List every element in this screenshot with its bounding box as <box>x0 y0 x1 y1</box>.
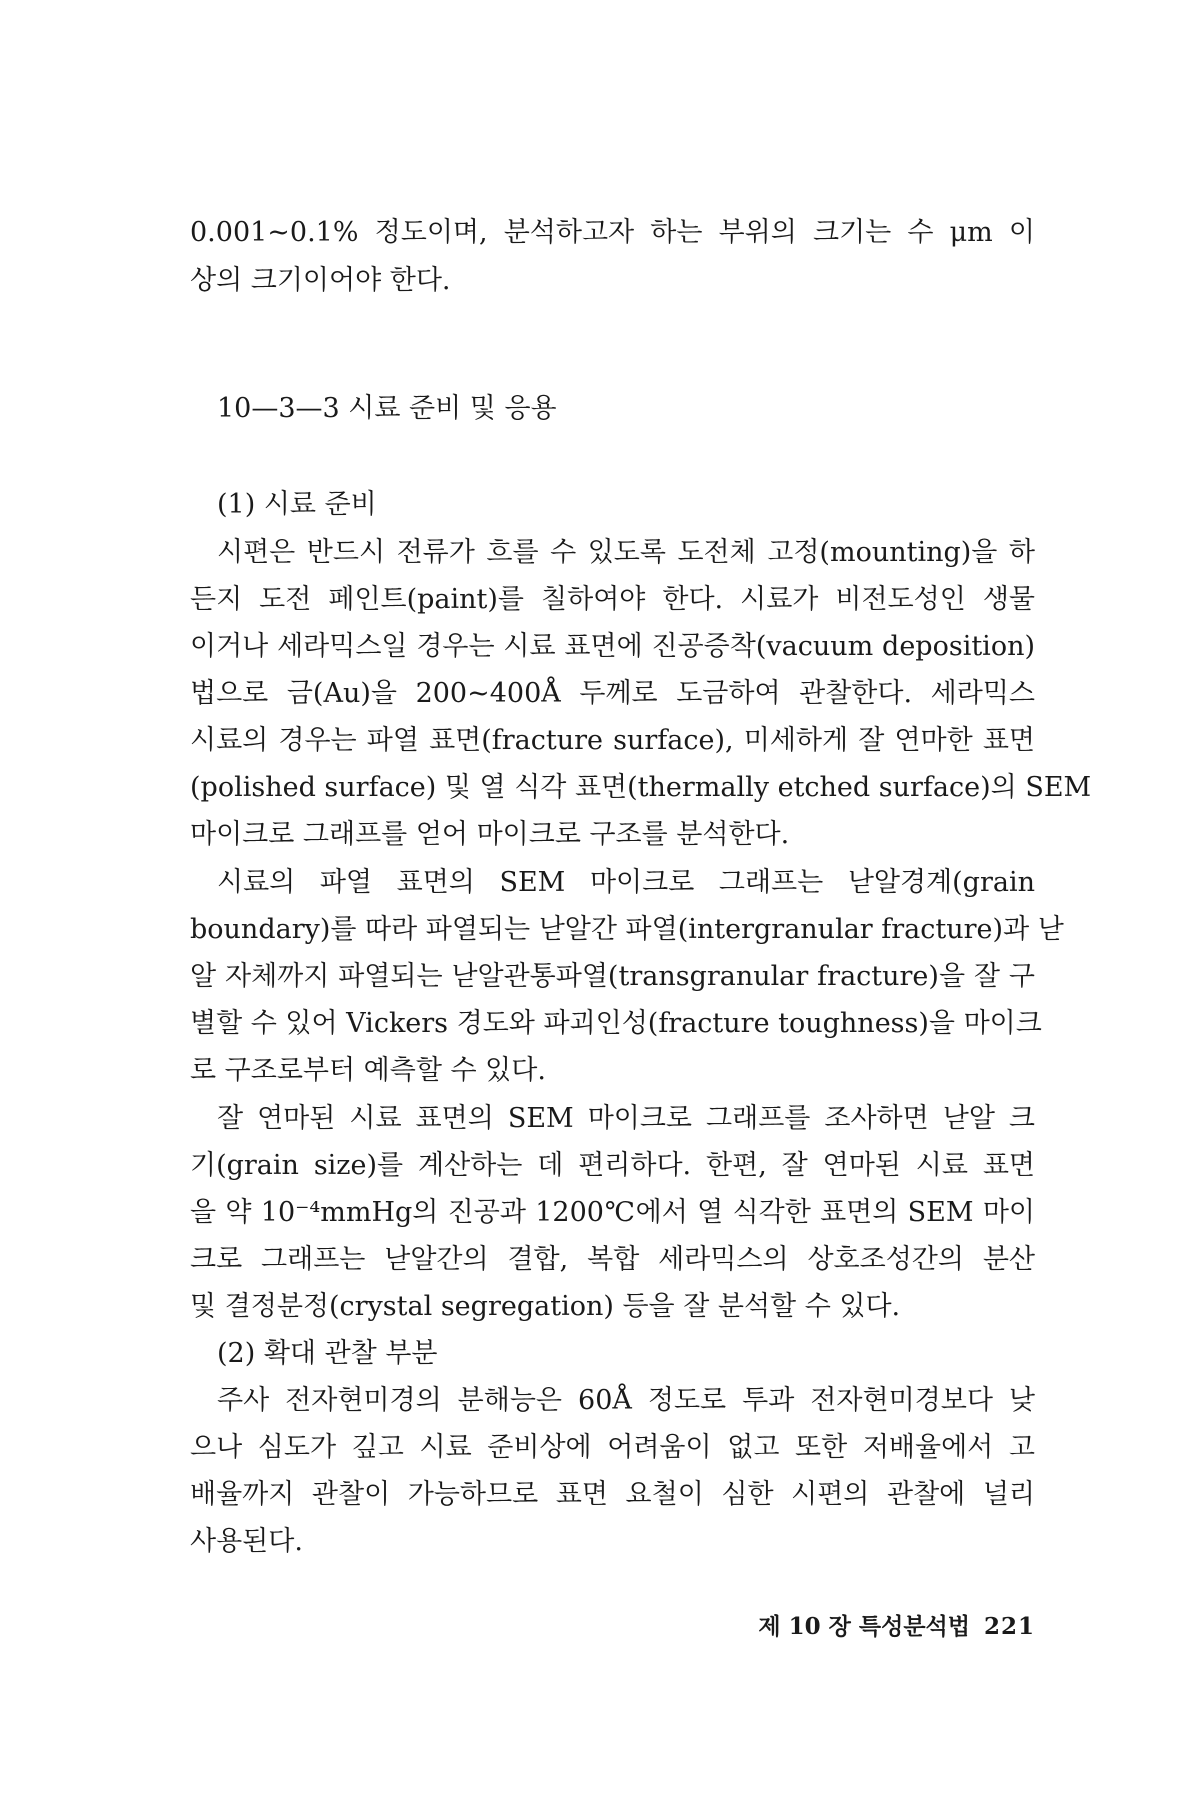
subsection-heading-2: (2) 확대 관찰 부분 <box>217 1338 438 1369</box>
para3-line-5: 및 결정분정(crystal segregation) 등을 잘 분석할 수 있다. <box>190 1291 901 1322</box>
para2-line-1: 시료의 파열 표면의 SEM 마이크로 그래프는 낟알경계(grain <box>217 867 1035 898</box>
para3-line-1: 잘 연마된 시료 표면의 SEM 마이크로 그래프를 조사하면 낟알 크 <box>217 1103 1035 1134</box>
para2-line-5: 로 구조로부터 예측할 수 있다. <box>190 1055 546 1086</box>
para4-line-1: 주사 전자현미경의 분해능은 60Å 정도로 투과 전자현미경보다 낮 <box>217 1385 1035 1416</box>
para2-line-3: 알 자체까지 파열되는 낟알관통파열(transgranular fracture)을 잘 구 <box>190 961 1035 992</box>
para2-line-2: boundary)를 따라 파열되는 낟알간 파열(intergranular fracture)과 낟 <box>190 914 1064 945</box>
para2-line-4: 별할 수 있어 Vickers 경도와 파괴인성(fracture toughness)을 마이크 <box>190 1008 1042 1039</box>
subsection-heading-1: (1) 시료 준비 <box>217 489 377 520</box>
para4-line-4: 사용된다. <box>190 1526 303 1557</box>
para4-line-2: 으나 심도가 깊고 시료 준비상에 어려움이 없고 또한 저배율에서 고 <box>190 1432 1035 1463</box>
para1-line-1: 시편은 반드시 전류가 흐를 수 있도록 도전체 고정(mounting)을 하 <box>217 537 1035 568</box>
para4-line-3: 배율까지 관찰이 가능하므로 표면 요철이 심한 시편의 관찰에 널리 <box>190 1479 1035 1510</box>
para3-line-3: 을 약 10⁻⁴mmHg의 진공과 1200℃에서 열 식각한 표면의 SEM 마이 <box>190 1197 1035 1228</box>
para3-line-2: 기(grain size)를 계산하는 데 편리하다. 한편, 잘 연마된 시료 표면 <box>190 1150 1035 1181</box>
intro-line-1: 0.001~0.1% 정도이며, 분석하고자 하는 부위의 크기는 수 μm 이 <box>190 217 1035 248</box>
page-footer <box>700 1612 1035 1642</box>
para1-line-4: 법으로 금(Au)을 200~400Å 두께로 도금하여 관찰한다. 세라믹스 <box>190 678 1035 709</box>
para1-line-6: (polished surface) 및 열 식각 표면(thermally etched surface)의 SEM <box>190 772 1092 803</box>
para1-line-3: 이거나 세라믹스일 경우는 시료 표면에 진공증착(vacuum deposition) <box>190 631 1035 662</box>
section-heading: 10—3—3 시료 준비 및 응용 <box>217 393 557 424</box>
para3-line-4: 크로 그래프는 낟알간의 결합, 복합 세라믹스의 상호조성간의 분산 <box>190 1244 1035 1275</box>
para1-line-7: 마이크로 그래프를 얻어 마이크로 구조를 분석한다. <box>190 819 790 850</box>
para1-line-2: 든지 도전 페인트(paint)를 칠하여야 한다. 시료가 비전도성인 생물 <box>190 584 1035 615</box>
chapter-title: 제 10 장 특성분석법 <box>758 1613 970 1640</box>
para1-line-5: 시료의 경우는 파열 표면(fracture surface), 미세하게 잘 연마한 표면 <box>190 725 1035 756</box>
intro-line-2: 상의 크기이어야 한다. <box>190 265 451 296</box>
page-number: 221 <box>983 1613 1035 1640</box>
